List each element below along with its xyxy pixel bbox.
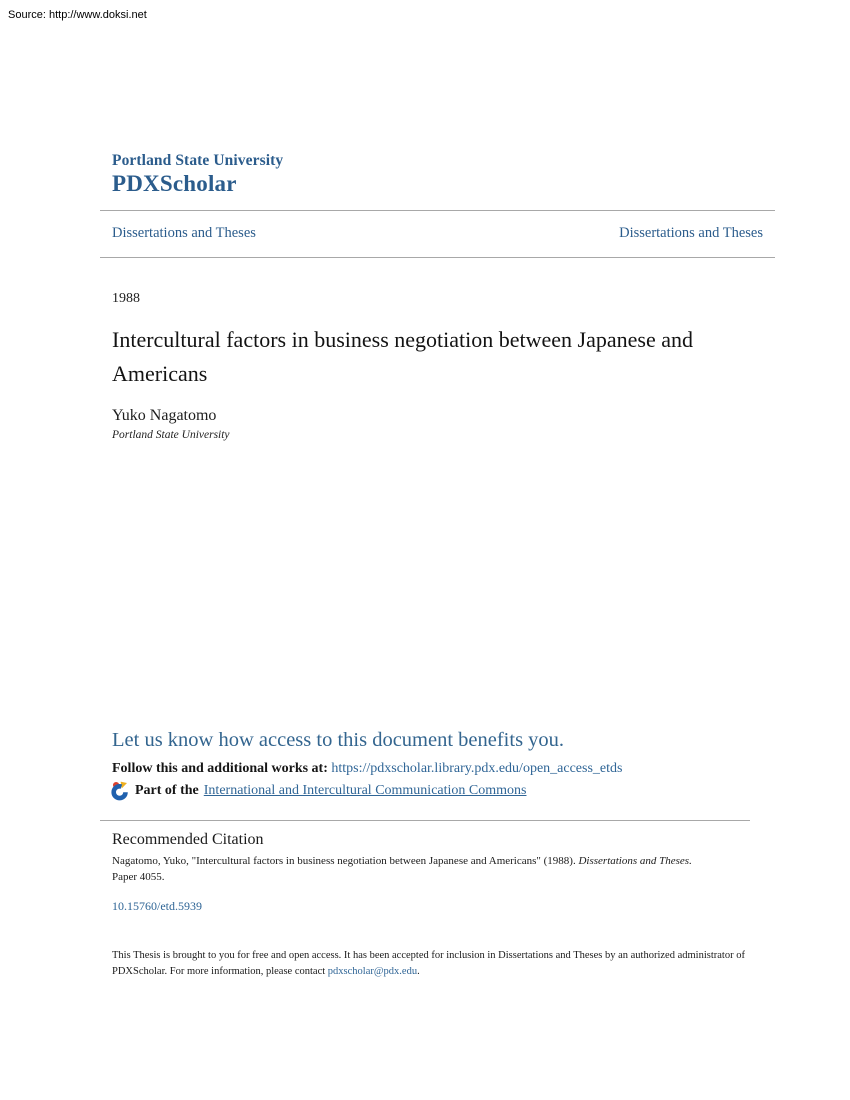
footer-line2-prefix: PDXScholar. For more information, please contact	[112, 965, 328, 977]
part-of-line	[110, 781, 526, 801]
series-link-left[interactable]: Dissertations and Theses	[112, 225, 256, 241]
follow-works-url-link[interactable]: https://pdxscholar.library.pdx.edu/open_access_etds	[331, 761, 623, 776]
masthead	[112, 152, 283, 197]
author-affiliation: Portland State University	[112, 429, 230, 441]
citation-divider	[100, 820, 750, 821]
citation-line2: Paper 4055.	[112, 870, 165, 883]
digital-commons-network-icon	[110, 781, 130, 801]
follow-works-label: Follow this and additional works at:	[112, 761, 328, 776]
author-block	[112, 407, 230, 441]
source-url-line: Source: http://www.doksi.net	[8, 9, 147, 21]
pdxscholar-logo: PDXScholar	[112, 171, 237, 196]
header-divider-top	[100, 210, 775, 211]
contact-email-link[interactable]: pdxscholar@pdx.edu	[327, 965, 418, 977]
series-link-right[interactable]: Dissertations and Theses	[619, 225, 763, 241]
footer-line1: This Thesis is brought to you for free and open access. It has been accepted for inclusion in Dissertations and Theses by an authorized administrator of	[112, 950, 745, 961]
series-nav	[112, 225, 763, 242]
footer-access-note	[112, 948, 792, 979]
commons-link[interactable]: International and Intercultural Communication Commons	[203, 783, 527, 798]
document-title	[112, 323, 792, 391]
university-name: Portland State University	[112, 152, 284, 169]
benefits-survey-link[interactable]: Let us know how access to this document benefits you.	[112, 729, 565, 751]
follow-works-line	[112, 761, 622, 777]
recommended-citation-heading: Recommended Citation	[112, 831, 264, 848]
footer-line2	[112, 964, 792, 980]
publication-year: 1988	[112, 291, 140, 306]
document-title-line1: Intercultural factors in business negotiation between Japanese and	[112, 327, 693, 352]
doi-link[interactable]: 10.15760/etd.5939	[112, 899, 202, 913]
recommended-citation-text	[112, 854, 772, 885]
document-title-line2: Americans	[112, 361, 208, 386]
author-name: Yuko Nagatomo	[112, 407, 217, 424]
footer-line2-suffix: .	[417, 965, 420, 977]
doi-line	[112, 899, 202, 914]
part-of-label: Part of the	[135, 783, 199, 798]
citation-line1	[112, 854, 772, 870]
citation-series-italic: Dissertations and Theses.	[578, 855, 692, 867]
header-divider-bottom	[100, 257, 775, 258]
citation-regular: Nagatomo, Yuko, "Intercultural factors in business negotiation between Japanese and Americans" (1988).	[112, 855, 576, 867]
